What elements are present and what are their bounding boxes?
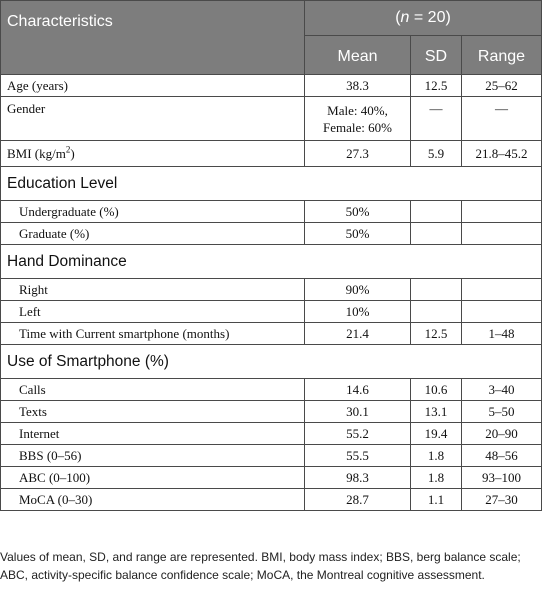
table-row-gender: [1, 97, 542, 141]
row-sd: 12.5: [411, 75, 462, 97]
row-mean: 10%: [305, 301, 411, 323]
header-sample-size: (n = 20): [305, 1, 542, 36]
row-mean: 14.6: [305, 379, 411, 401]
header-range: Range: [462, 36, 542, 75]
row-range: 20–90: [462, 423, 542, 445]
row-sd: [411, 201, 462, 223]
row-sd: [411, 279, 462, 301]
row-sd: 10.6: [411, 379, 462, 401]
row-mean: 28.7: [305, 489, 411, 511]
row-label: Calls: [1, 379, 305, 401]
row-mean: 30.1: [305, 401, 411, 423]
row-mean: 50%: [305, 223, 411, 245]
header-sd: SD: [411, 36, 462, 75]
row-range: [462, 301, 542, 323]
header-characteristics: Characteristics: [1, 1, 305, 75]
table-row-internet: [1, 423, 542, 445]
section-title: Hand Dominance: [1, 245, 542, 279]
row-sd: [411, 223, 462, 245]
gender-female: Female: 60%: [323, 119, 392, 135]
row-label: Gender: [1, 97, 305, 141]
row-sd: 12.5: [411, 323, 462, 345]
row-mean: 27.3: [305, 141, 411, 167]
row-mean: 98.3: [305, 467, 411, 489]
table-row-bbs: [1, 445, 542, 467]
table-row-time-with-smartphone: [1, 323, 542, 345]
row-sd: 1.1: [411, 489, 462, 511]
table-row-moca: [1, 489, 542, 511]
table-row-age: [1, 75, 542, 97]
gender-male: Male: 40%,: [327, 102, 388, 118]
row-sd: —: [411, 97, 462, 141]
row-range: 48–56: [462, 445, 542, 467]
row-mean: 38.3: [305, 75, 411, 97]
table-row-calls: [1, 379, 542, 401]
table-header: [1, 1, 542, 75]
footnote-text: Values of mean, SD, and range are represented. BMI, body mass index; BBS, berg balance scale; ABC, activity-specific balance confidence scale; MoCA, the Montreal cognitive assessment.: [0, 550, 521, 582]
row-label: Left: [1, 301, 305, 323]
row-range: [462, 279, 542, 301]
row-label: Time with Current smartphone (months): [1, 323, 305, 345]
row-label: BMI $(kg/m^2)$: [1, 141, 305, 167]
row-range: 25–62: [462, 75, 542, 97]
row-sd: 19.4: [411, 423, 462, 445]
row-label: MoCA (0–30): [1, 489, 305, 511]
row-sd: 13.1: [411, 401, 462, 423]
row-label: Texts: [1, 401, 305, 423]
section-hand-dominance: [1, 245, 542, 279]
table-row-abc: [1, 467, 542, 489]
row-range: [462, 223, 542, 245]
table-row-bmi: [1, 141, 542, 167]
row-mean: 21.4: [305, 323, 411, 345]
row-sd: [411, 301, 462, 323]
row-range: 27–30: [462, 489, 542, 511]
row-mean: 55.5: [305, 445, 411, 467]
row-mean: [305, 97, 411, 141]
row-label: Undergraduate (%): [1, 201, 305, 223]
row-mean: 50%: [305, 201, 411, 223]
row-range: 93–100: [462, 467, 542, 489]
section-title: Use of Smartphone (%): [1, 345, 542, 379]
row-label: ABC (0–100): [1, 467, 305, 489]
row-range: [462, 201, 542, 223]
row-sd: 5.9: [411, 141, 462, 167]
row-range: 5–50: [462, 401, 542, 423]
row-sd: 1.8: [411, 445, 462, 467]
row-label: Right: [1, 279, 305, 301]
table-row-graduate: [1, 223, 542, 245]
table-row-right: [1, 279, 542, 301]
section-education-level: [1, 167, 542, 201]
row-range: 1–48: [462, 323, 542, 345]
row-mean: 55.2: [305, 423, 411, 445]
section-use-of-smartphone: [1, 345, 542, 379]
row-mean: 90%: [305, 279, 411, 301]
row-label: Age (years): [1, 75, 305, 97]
table-row-texts: [1, 401, 542, 423]
section-title: Education Level: [1, 167, 542, 201]
row-range: 21.8–45.2: [462, 141, 542, 167]
table-footnote: [0, 548, 540, 584]
table-row-undergraduate: [1, 201, 542, 223]
table-row-left: [1, 301, 542, 323]
row-label: Graduate (%): [1, 223, 305, 245]
row-sd: 1.8: [411, 467, 462, 489]
row-range: —: [462, 97, 542, 141]
row-range: 3–40: [462, 379, 542, 401]
header-mean: Mean: [305, 36, 411, 75]
row-label: Internet: [1, 423, 305, 445]
row-label: BBS (0–56): [1, 445, 305, 467]
